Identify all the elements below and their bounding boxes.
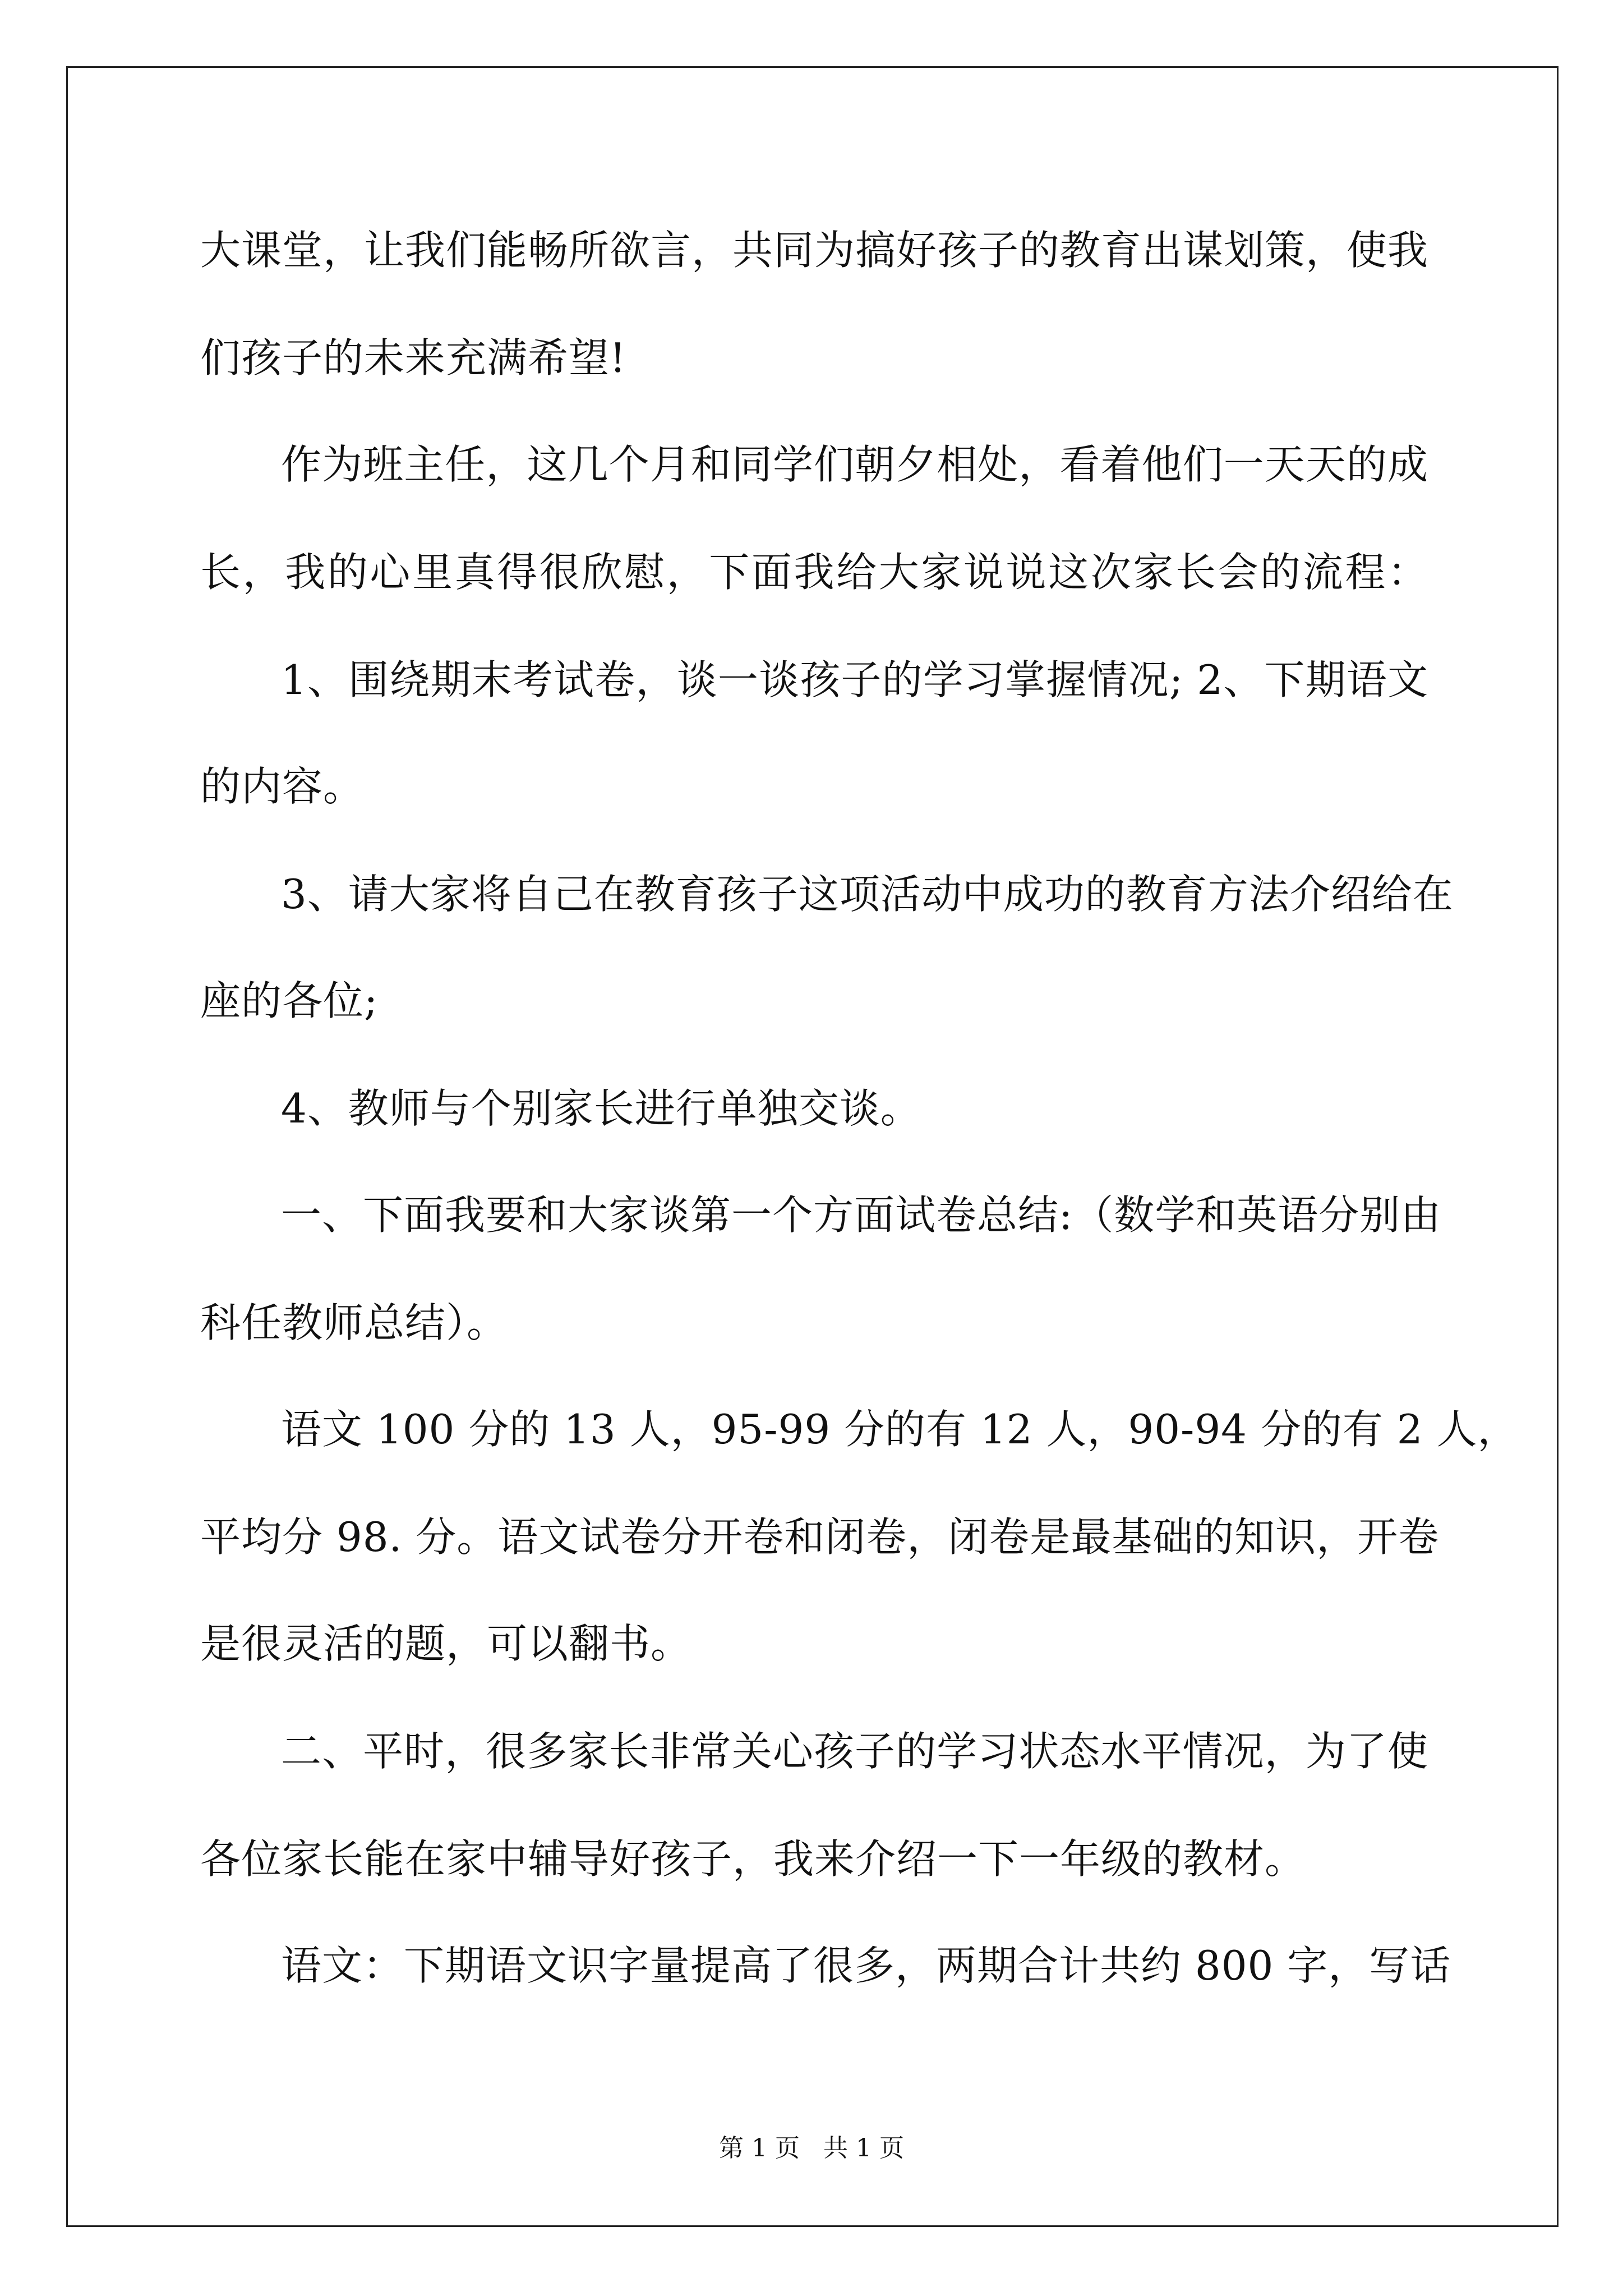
- text-line: 4、教师与个别家长进行单独交谈。: [281, 1085, 921, 1132]
- text-line: 1、围绕期末考试卷，谈一谈孩子的学习掌握情况; 2、下期语文: [281, 656, 1428, 703]
- page-footer: [0, 2132, 1623, 2165]
- text-line: 平均分 98. 分。语文试卷分开卷和闭卷，闭卷是最基础的知识，开卷: [200, 1513, 1440, 1561]
- text-line: 语文 100 分的 13 人，95-99 分的有 12 人，90-94 分的有 2 人，: [281, 1406, 1519, 1453]
- page-total: 共 1 页: [823, 2134, 904, 2162]
- text-line: 座的各位;: [200, 977, 379, 1024]
- text-line: 各位家长能在家中辅导好孩子，我来介绍一下一年级的教材。: [200, 1835, 1306, 1883]
- text-line: 作为班主任，这几个月和同学们朝夕相处，看着他们一天天的成: [281, 441, 1428, 488]
- text-line: 3、请大家将自己在教育孩子这项活动中成功的教育方法介绍给在: [281, 871, 1454, 918]
- text-line: 是很灵活的题，可以翻书。: [200, 1620, 692, 1667]
- text-line: 科任教师总结）。: [200, 1299, 508, 1346]
- text-line: 语文：下期语文识字量提高了很多，两期合计共约 800 字，写话: [281, 1942, 1451, 1989]
- text-line: 大课堂，让我们能畅所欲言，共同为搞好孩子的教育出谋划策，使我: [200, 227, 1429, 274]
- page-border: [66, 66, 1559, 2227]
- text-line: 们孩子的未来充满希望!: [200, 334, 626, 381]
- text-line: 长，我的心里真得很欣慰，下面我给大家说说这次家长会的流程：: [200, 549, 1428, 596]
- text-line: 的内容。: [200, 763, 365, 810]
- page-number: 第 1 页: [719, 2134, 800, 2162]
- text-line: 一、下面我要和大家谈第一个方面试卷总结:（数学和英语分别由: [281, 1191, 1442, 1239]
- text-line: 二、平时，很多家长非常关心孩子的学习状态水平情况，为了使: [281, 1728, 1428, 1775]
